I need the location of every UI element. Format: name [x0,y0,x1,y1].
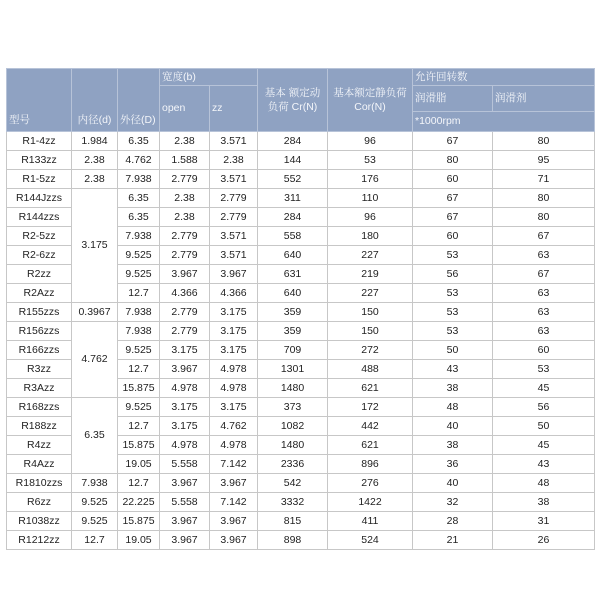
cell-outer-diameter: 19.05 [118,455,160,474]
cell-width-zz: 3.175 [210,398,258,417]
cell-model: R3zz [7,360,72,379]
cell-width-zz: 3.967 [210,474,258,493]
cell-speed-grease: 40 [413,417,493,436]
table-row [7,531,595,550]
cell-model: R156zzs [7,322,72,341]
header-grease: 润滑脂 [413,86,493,112]
table-row [7,474,595,493]
table-row [7,398,595,417]
cell-outer-diameter: 9.525 [118,265,160,284]
cell-model: R144Jzzs [7,189,72,208]
cell-model: R168zzs [7,398,72,417]
cell-width-open: 3.175 [160,417,210,436]
cell-width-open: 3.967 [160,474,210,493]
cell-outer-diameter: 7.938 [118,227,160,246]
cell-speed-oil: 80 [493,132,595,151]
cell-speed-grease: 43 [413,360,493,379]
cell-width-open: 3.967 [160,512,210,531]
cell-dynamic-load: 815 [258,512,328,531]
cell-outer-diameter: 22.225 [118,493,160,512]
cell-static-load: 172 [328,398,413,417]
cell-outer-diameter: 6.35 [118,189,160,208]
cell-speed-grease: 50 [413,341,493,360]
header-dynamic-load: 基本 额定动负荷 Cr(N) [258,69,328,132]
cell-speed-grease: 53 [413,246,493,265]
cell-dynamic-load: 284 [258,132,328,151]
cell-speed-grease: 32 [413,493,493,512]
cell-outer-diameter: 7.938 [118,303,160,322]
cell-static-load: 621 [328,379,413,398]
cell-inner-diameter: 1.984 [72,132,118,151]
cell-dynamic-load: 311 [258,189,328,208]
cell-width-open: 5.558 [160,455,210,474]
cell-outer-diameter: 15.875 [118,512,160,531]
cell-dynamic-load: 1480 [258,436,328,455]
cell-model: R133zz [7,151,72,170]
cell-dynamic-load: 640 [258,284,328,303]
cell-static-load: 227 [328,246,413,265]
table-row [7,151,595,170]
cell-speed-oil: 63 [493,284,595,303]
cell-dynamic-load: 631 [258,265,328,284]
cell-speed-oil: 80 [493,208,595,227]
cell-width-zz: 4.366 [210,284,258,303]
table-row [7,512,595,531]
cell-width-zz: 4.978 [210,360,258,379]
header-oil: 润滑剂 [493,86,595,112]
cell-outer-diameter: 7.938 [118,170,160,189]
header-width-open: open [160,86,210,132]
cell-inner-diameter: 6.35 [72,398,118,474]
cell-dynamic-load: 3332 [258,493,328,512]
cell-width-open: 2.38 [160,208,210,227]
cell-width-open: 3.175 [160,398,210,417]
cell-outer-diameter: 15.875 [118,379,160,398]
cell-width-open: 4.366 [160,284,210,303]
cell-speed-oil: 45 [493,379,595,398]
cell-width-open: 2.779 [160,322,210,341]
cell-model: R2-6zz [7,246,72,265]
cell-static-load: 227 [328,284,413,303]
cell-outer-diameter: 12.7 [118,284,160,303]
cell-inner-diameter: 2.38 [72,151,118,170]
cell-outer-diameter: 12.7 [118,474,160,493]
cell-width-zz: 3.175 [210,322,258,341]
cell-width-open: 2.38 [160,132,210,151]
cell-width-open: 2.779 [160,246,210,265]
cell-width-zz: 3.967 [210,531,258,550]
cell-static-load: 96 [328,208,413,227]
cell-inner-diameter: 12.7 [72,531,118,550]
cell-width-zz: 3.571 [210,132,258,151]
cell-width-zz: 4.978 [210,379,258,398]
cell-speed-grease: 67 [413,208,493,227]
cell-model: R1212zz [7,531,72,550]
cell-static-load: 1422 [328,493,413,512]
cell-static-load: 150 [328,322,413,341]
cell-dynamic-load: 709 [258,341,328,360]
cell-model: R2zz [7,265,72,284]
cell-dynamic-load: 359 [258,303,328,322]
table-row [7,170,595,189]
cell-width-zz: 4.762 [210,417,258,436]
cell-static-load: 150 [328,303,413,322]
cell-speed-oil: 80 [493,189,595,208]
header-width: 宽度(b) [160,69,258,86]
cell-speed-oil: 43 [493,455,595,474]
cell-inner-diameter: 3.175 [72,189,118,303]
cell-model: R2-5zz [7,227,72,246]
cell-width-zz: 4.978 [210,436,258,455]
cell-inner-diameter: 9.525 [72,512,118,531]
cell-outer-diameter: 7.938 [118,322,160,341]
cell-model: R4Azz [7,455,72,474]
cell-outer-diameter: 6.35 [118,208,160,227]
cell-speed-oil: 95 [493,151,595,170]
cell-outer-diameter: 4.762 [118,151,160,170]
table-row [7,303,595,322]
bearing-spec-table-wrapper [6,68,594,550]
cell-static-load: 272 [328,341,413,360]
cell-model: R2Azz [7,284,72,303]
cell-width-open: 1.588 [160,151,210,170]
cell-dynamic-load: 542 [258,474,328,493]
cell-speed-oil: 26 [493,531,595,550]
cell-dynamic-load: 359 [258,322,328,341]
cell-static-load: 524 [328,531,413,550]
cell-model: R1-5zz [7,170,72,189]
cell-speed-grease: 60 [413,227,493,246]
cell-static-load: 219 [328,265,413,284]
cell-speed-grease: 53 [413,284,493,303]
cell-speed-grease: 48 [413,398,493,417]
cell-static-load: 488 [328,360,413,379]
cell-speed-oil: 45 [493,436,595,455]
cell-model: R3Azz [7,379,72,398]
cell-width-open: 4.978 [160,436,210,455]
cell-static-load: 110 [328,189,413,208]
cell-speed-oil: 63 [493,322,595,341]
cell-static-load: 276 [328,474,413,493]
table-row [7,493,595,512]
bearing-spec-table [6,68,595,550]
cell-width-zz: 3.175 [210,341,258,360]
table-row [7,189,595,208]
cell-outer-diameter: 9.525 [118,246,160,265]
cell-width-open: 4.978 [160,379,210,398]
cell-dynamic-load: 2336 [258,455,328,474]
cell-width-open: 3.967 [160,360,210,379]
cell-speed-grease: 67 [413,189,493,208]
table-row [7,322,595,341]
cell-model: R1810zzs [7,474,72,493]
cell-outer-diameter: 19.05 [118,531,160,550]
cell-dynamic-load: 373 [258,398,328,417]
cell-model: R188zz [7,417,72,436]
cell-inner-diameter: 2.38 [72,170,118,189]
cell-width-zz: 7.142 [210,493,258,512]
cell-speed-grease: 38 [413,379,493,398]
cell-dynamic-load: 552 [258,170,328,189]
cell-dynamic-load: 558 [258,227,328,246]
cell-static-load: 442 [328,417,413,436]
header-speed-unit: *1000rpm [413,112,595,132]
cell-speed-oil: 63 [493,303,595,322]
cell-speed-oil: 60 [493,341,595,360]
cell-outer-diameter: 12.7 [118,360,160,379]
cell-speed-oil: 71 [493,170,595,189]
cell-model: R166zzs [7,341,72,360]
cell-speed-oil: 67 [493,227,595,246]
cell-speed-oil: 38 [493,493,595,512]
cell-outer-diameter: 9.525 [118,398,160,417]
cell-dynamic-load: 284 [258,208,328,227]
cell-static-load: 411 [328,512,413,531]
cell-speed-grease: 28 [413,512,493,531]
cell-speed-grease: 38 [413,436,493,455]
cell-inner-diameter: 4.762 [72,322,118,398]
cell-speed-oil: 31 [493,512,595,531]
header-model: 型号 [7,69,72,132]
cell-static-load: 53 [328,151,413,170]
cell-outer-diameter: 9.525 [118,341,160,360]
cell-dynamic-load: 640 [258,246,328,265]
cell-model: R6zz [7,493,72,512]
header-static-load: 基本额定静负荷 Cor(N) [328,69,413,132]
cell-width-zz: 7.142 [210,455,258,474]
header-width-zz: zz [210,86,258,132]
cell-inner-diameter: 7.938 [72,474,118,493]
cell-speed-oil: 56 [493,398,595,417]
cell-speed-grease: 53 [413,303,493,322]
cell-width-open: 2.779 [160,170,210,189]
cell-model: R4zz [7,436,72,455]
cell-speed-grease: 80 [413,151,493,170]
cell-dynamic-load: 1480 [258,379,328,398]
table-header [7,69,595,132]
cell-width-zz: 3.967 [210,512,258,531]
cell-width-zz: 3.967 [210,265,258,284]
cell-outer-diameter: 12.7 [118,417,160,436]
cell-width-zz: 2.779 [210,189,258,208]
cell-static-load: 621 [328,436,413,455]
cell-width-zz: 3.571 [210,227,258,246]
cell-inner-diameter: 0.3967 [72,303,118,322]
cell-static-load: 176 [328,170,413,189]
cell-width-open: 5.558 [160,493,210,512]
cell-speed-grease: 67 [413,132,493,151]
cell-width-open: 2.779 [160,227,210,246]
cell-model: R144zzs [7,208,72,227]
cell-width-zz: 3.175 [210,303,258,322]
cell-width-open: 3.967 [160,531,210,550]
cell-width-open: 3.967 [160,265,210,284]
cell-dynamic-load: 144 [258,151,328,170]
cell-speed-grease: 40 [413,474,493,493]
cell-dynamic-load: 898 [258,531,328,550]
table-body [7,132,595,550]
header-inner-diameter: 内径(d) [72,69,118,132]
cell-model: R155zzs [7,303,72,322]
cell-static-load: 180 [328,227,413,246]
cell-width-zz: 2.779 [210,208,258,227]
cell-speed-grease: 56 [413,265,493,284]
cell-dynamic-load: 1082 [258,417,328,436]
header-outer-diameter: 外径(D) [118,69,160,132]
cell-width-open: 3.175 [160,341,210,360]
cell-speed-grease: 53 [413,322,493,341]
cell-width-zz: 2.38 [210,151,258,170]
cell-width-open: 2.779 [160,303,210,322]
cell-outer-diameter: 15.875 [118,436,160,455]
cell-model: R1-4zz [7,132,72,151]
cell-model: R1038zz [7,512,72,531]
header-allowed-speed: 允许回转数 [413,69,595,86]
cell-speed-grease: 60 [413,170,493,189]
cell-width-zz: 3.571 [210,170,258,189]
cell-static-load: 896 [328,455,413,474]
table-row [7,132,595,151]
cell-speed-oil: 48 [493,474,595,493]
cell-static-load: 96 [328,132,413,151]
cell-speed-oil: 53 [493,360,595,379]
cell-width-open: 2.38 [160,189,210,208]
cell-speed-grease: 21 [413,531,493,550]
cell-outer-diameter: 6.35 [118,132,160,151]
cell-inner-diameter: 9.525 [72,493,118,512]
cell-speed-grease: 36 [413,455,493,474]
cell-dynamic-load: 1301 [258,360,328,379]
cell-speed-oil: 50 [493,417,595,436]
cell-speed-oil: 63 [493,246,595,265]
cell-width-zz: 3.571 [210,246,258,265]
cell-speed-oil: 67 [493,265,595,284]
